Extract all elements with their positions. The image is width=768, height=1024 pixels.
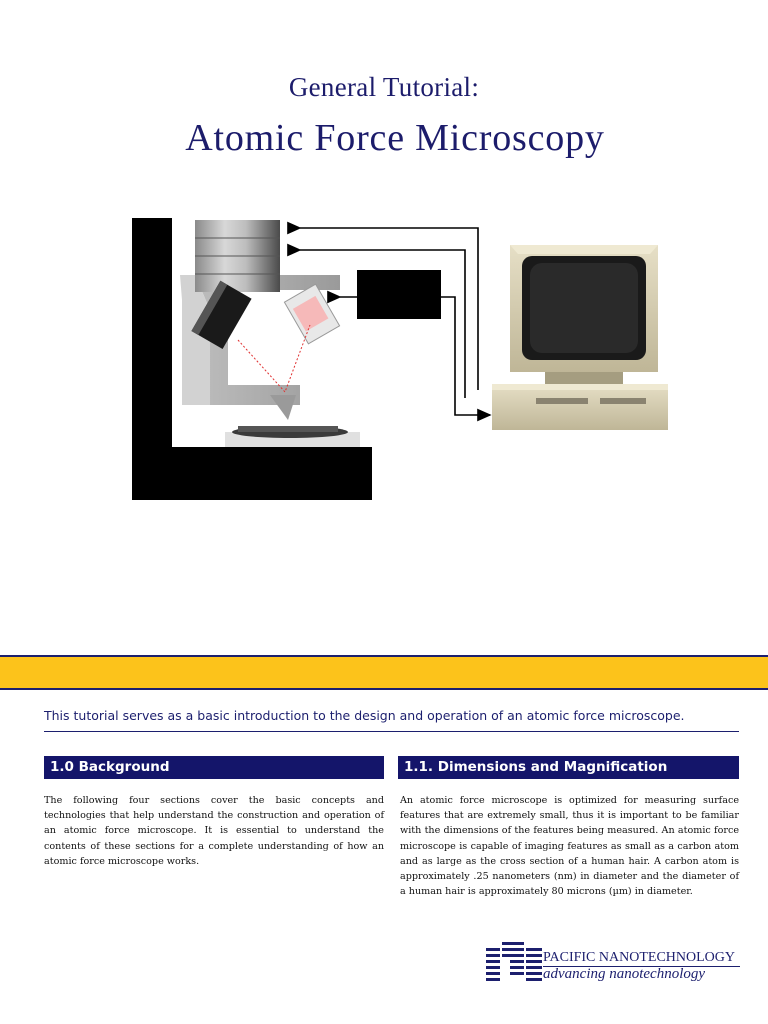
title-line-1: General Tutorial: (288, 72, 480, 102)
pacific-nanotechnology-logo-icon (486, 940, 542, 986)
band-bottom-line (0, 688, 768, 690)
photodetector (284, 284, 339, 344)
sample-stage (225, 426, 360, 447)
section-heading-background: 1.0 Background (44, 756, 384, 779)
dimensions-paragraph: An atomic force microscope is optimized for measuring surface features that are extremely small, thus it is important to be familiar with the dimensions of the features being measured. An atomic force microscope is capable of imaging features as small as a carbon atom and as large as the cross section of a human hair. A carbon atom is approximately .25 nanometers (nm) in diameter and the diameter of a human hair is approximately 80 microns (µm) in diameter. (400, 795, 739, 898)
gold-band (0, 657, 768, 688)
intro-rule (44, 731, 739, 732)
laser-beam (238, 325, 310, 392)
logo-tagline: advancing nanotechnology (543, 966, 706, 982)
background-paragraph: The following four sections cover the basic concepts and technologies that help understand the construction and operation of an atomic force microscope. It is essential to understand the contents of these sections for a complete understanding of how an atomic force microscope works. (44, 795, 384, 867)
computer-monitor (510, 245, 658, 384)
piezo-scanner (195, 220, 280, 292)
title-line-2: Atomic Force Microscopy (185, 117, 605, 159)
intro-text: This tutorial serves as a basic introduction to the design and operation of an atomic force microscope. (44, 708, 685, 723)
cantilever-tip (270, 395, 296, 420)
section-heading-dimensions: 1.1. Dimensions and Magnification (398, 756, 739, 779)
computer-base (492, 384, 668, 430)
controller-box (357, 270, 441, 319)
logo-company-name: PACIFIC NANOTECHNOLOGY (543, 950, 735, 965)
